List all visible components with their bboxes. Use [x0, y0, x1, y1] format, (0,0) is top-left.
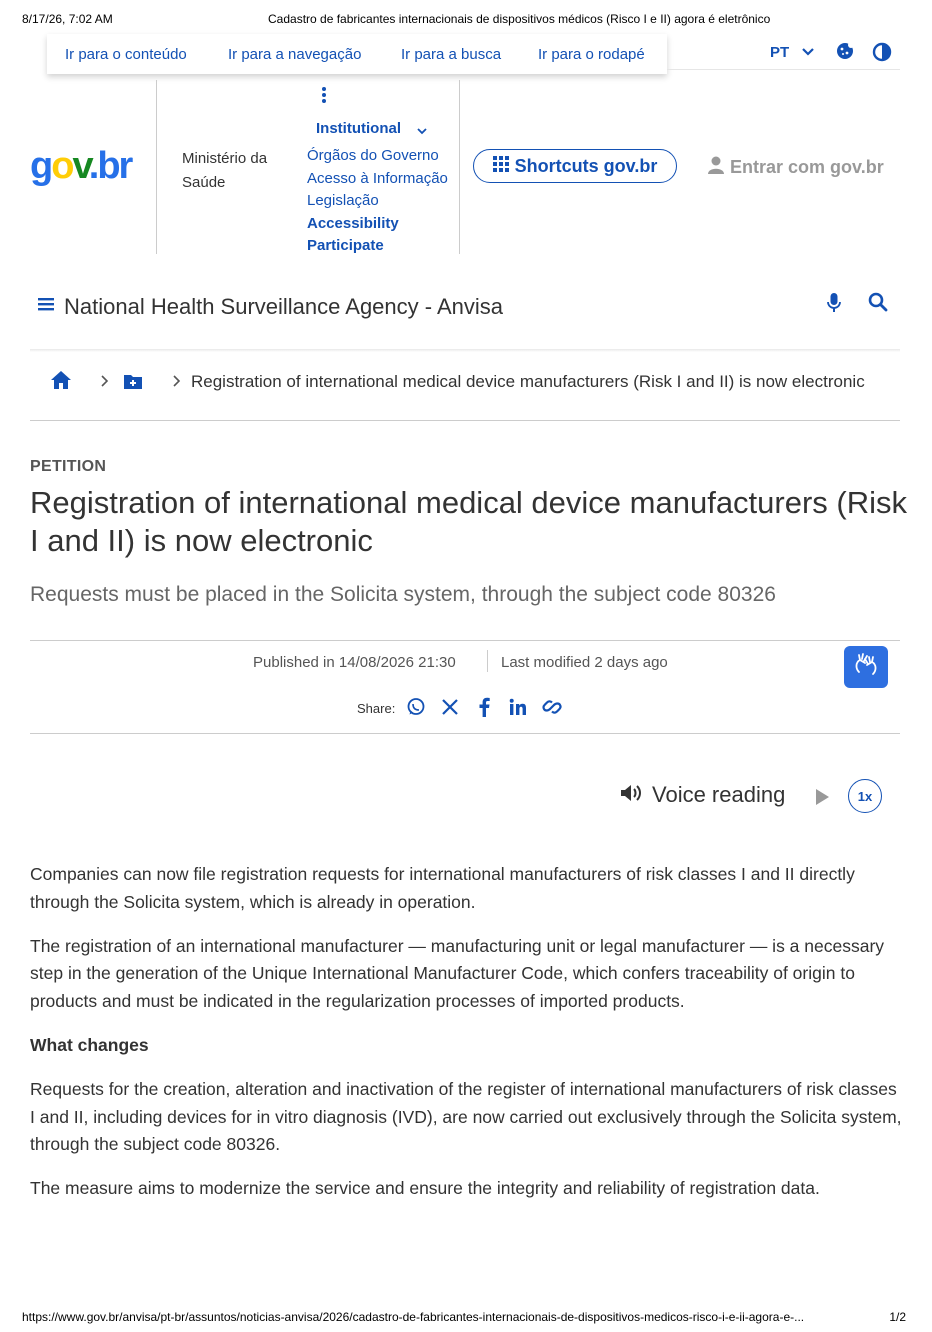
contrast-icon[interactable]	[872, 42, 892, 67]
article-paragraph: Companies can now file registration requests for international manufacturers of risk classes I and II directly through the Solicita system, which is already in operation.	[30, 864, 855, 912]
skip-to-search-link[interactable]: Ir para a busca	[401, 46, 502, 63]
agency-title[interactable]: National Health Surveillance Agency - Anvisa	[64, 294, 504, 319]
article-title: Registration of international medical device manufacturers (Risk I and II) is now electronic	[30, 485, 908, 558]
link-orgaos-governo[interactable]: Órgãos do Governo	[307, 147, 439, 164]
breadcrumb	[48, 368, 900, 396]
vlibras-button[interactable]	[844, 646, 888, 688]
folder-plus-icon[interactable]	[123, 372, 143, 395]
speaker-icon	[620, 783, 644, 808]
chevron-down-icon[interactable]	[415, 124, 429, 143]
skip-to-footer-link[interactable]: Ir para o rodapé	[538, 46, 645, 63]
link-accessibility[interactable]: Accessibility	[307, 214, 399, 232]
search-icon[interactable]	[868, 292, 888, 317]
link-participate[interactable]: Participate	[307, 237, 384, 254]
article-subtitle: Requests must be placed in the Solicita system, through the subject code 80326	[30, 583, 776, 606]
playback-speed-button[interactable]: 1x	[848, 779, 882, 813]
link-acesso-informacao[interactable]: Acesso à Informação	[307, 169, 448, 187]
print-date: 8/17/26, 7:02 AM	[22, 12, 113, 26]
breadcrumb-current: Registration of international medical device manufacturers (Risk I and II) is now electronic	[191, 372, 865, 391]
meta-separator	[487, 650, 488, 672]
voice-reading-label: Voice reading	[652, 782, 786, 807]
logo-letter-v: v	[72, 145, 89, 187]
article-body	[30, 861, 905, 1219]
more-options-icon[interactable]	[318, 86, 330, 109]
logo-letter-r: r	[118, 145, 132, 187]
section-heading: What changes	[30, 1034, 149, 1055]
shortcuts-button[interactable]	[473, 149, 677, 183]
govbr-logo[interactable]	[30, 146, 131, 186]
header-divider	[156, 80, 157, 254]
linkedin-icon[interactable]	[507, 696, 529, 718]
x-icon[interactable]	[439, 696, 461, 718]
meta-divider-bottom	[30, 733, 900, 734]
modified-date: Last modified 2 days ago	[501, 654, 668, 671]
link-legislacao[interactable]: Legislação	[307, 192, 379, 209]
institutional-links	[307, 145, 448, 258]
header-shadow	[30, 349, 900, 352]
print-header	[22, 12, 910, 28]
logo-letter-o: o	[51, 145, 73, 187]
grid-icon	[493, 156, 509, 177]
login-label: Entrar com gov.br	[730, 157, 884, 177]
language-selector[interactable]: PT	[770, 44, 790, 61]
share-icons	[405, 696, 563, 718]
sign-language-icon	[851, 650, 881, 685]
article-kicker: PETITION	[30, 458, 107, 475]
ministry-name: Ministério da Saúde	[182, 150, 268, 191]
institutional-menu[interactable]: Institutional	[316, 120, 401, 137]
user-icon	[708, 156, 724, 179]
chevron-right-icon	[172, 374, 182, 393]
skip-to-navigation-link[interactable]: Ir para a navegação	[228, 46, 362, 63]
article-paragraph: The measure aims to modernize the service and ensure the integrity and reliability of registration data.	[30, 1178, 820, 1199]
published-date: Published in 14/08/2026 21:30	[253, 654, 456, 671]
facebook-icon[interactable]	[473, 696, 495, 718]
article-paragraph: Requests for the creation, alteration and inactivation of the register of international manufacturers of risk classes I and II, including devices for in vitro diagnosis (IVD), are now carried out exclusively through the Solicita system, through the subject code 80326.	[30, 1079, 902, 1155]
skip-links-bar	[47, 34, 667, 74]
skip-to-content-link[interactable]: Ir para o conteúdo	[65, 46, 187, 63]
article-paragraph: The registration of an international manufacturer — manufacturing unit or legal manufacturer — is a necessary step in the generation of the Unique International Manufacturer Code, which confers traceability of origin to products and must be indicated in the regularization processes of imported products.	[30, 935, 885, 1011]
logo-dot: .	[88, 145, 98, 187]
logo-letter-g: g	[30, 145, 52, 187]
top-divider	[667, 69, 900, 70]
print-title: Cadastro de fabricantes internacionais de dispositivos médicos (Risco I e II) agora é eletrônico	[268, 12, 771, 26]
share-label: Share:	[357, 701, 396, 716]
play-icon[interactable]	[814, 788, 830, 811]
cookie-icon[interactable]	[836, 42, 854, 65]
header-divider	[459, 80, 460, 254]
meta-divider-top	[30, 640, 900, 641]
breadcrumb-divider	[30, 420, 900, 421]
print-url: https://www.gov.br/anvisa/pt-br/assuntos/noticias-anvisa/2026/cadastro-de-fabricantes-internacionais-de-dispositivos-medicos-risco-i-e-ii-agora-e-...	[22, 1310, 805, 1324]
shortcuts-label: Shortcuts gov.br	[514, 155, 658, 176]
chevron-right-icon	[100, 374, 110, 393]
chevron-down-icon[interactable]	[800, 44, 816, 65]
voice-reading-control[interactable]	[620, 782, 785, 808]
microphone-icon[interactable]	[826, 292, 842, 319]
menu-icon[interactable]	[38, 296, 54, 317]
whatsapp-icon[interactable]	[405, 696, 427, 718]
print-page-number: 1/2	[889, 1310, 906, 1324]
login-button[interactable]	[708, 156, 884, 179]
logo-letter-b: b	[97, 145, 119, 187]
link-icon[interactable]	[541, 696, 563, 718]
home-icon[interactable]	[50, 370, 72, 395]
